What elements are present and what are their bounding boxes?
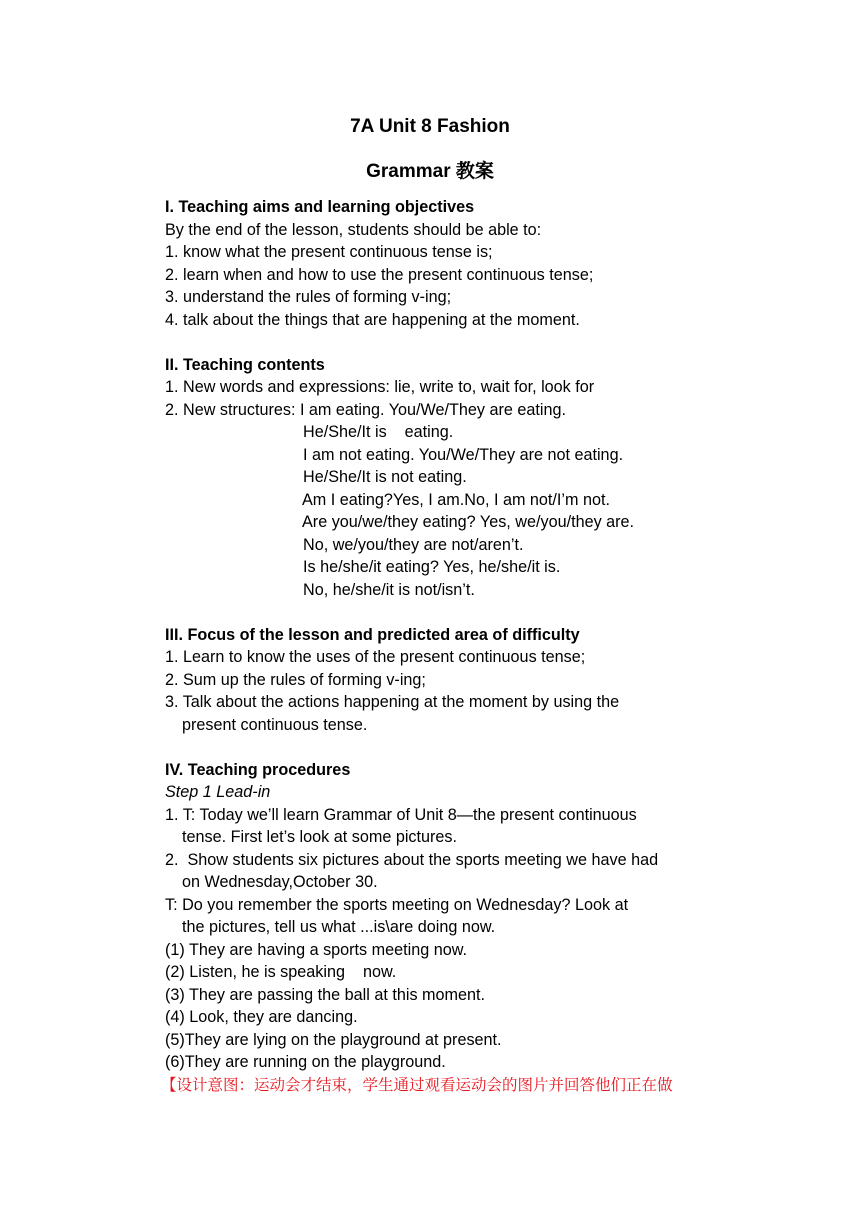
aims-item: 1. know what the present continuous tense is; — [165, 243, 493, 261]
procedure-line: 2. Show students six pictures about the sports meeting we have had — [165, 850, 659, 869]
aims-item: 3. understand the rules of forming v-ing; — [165, 288, 452, 306]
step-heading: Step 1 Lead-in — [165, 783, 271, 801]
aims-intro: By the end of the lesson, students should be able to: — [165, 220, 542, 239]
focus-item: 1. Learn to know the uses of the present continuous tense; — [165, 648, 586, 666]
procedure-line-continued: on Wednesday,October 30. — [182, 873, 378, 891]
structure-line: I am not eating. You/We/They are not eating. — [303, 445, 624, 464]
document-body — [161, 196, 825, 1096]
section-heading-contents: II. Teaching contents — [165, 355, 325, 374]
example-sentence: (5)They are lying on the playground at present. — [165, 1030, 502, 1049]
example-sentence: (3) They are passing the ball at this moment. — [165, 985, 486, 1004]
example-sentence: (1) They are having a sports meeting now. — [165, 940, 468, 959]
aims-item: 2. learn when and how to use the present continuous tense; — [165, 265, 594, 284]
structure-line: He/She/It is not eating. — [303, 468, 467, 486]
design-intent-note: 【设计意图：运动会才结束，学生通过观看运动会的图片并回答他们正在做 — [161, 1075, 673, 1094]
document-title: 7A Unit 8 Fashion — [350, 116, 510, 137]
structure-line: No, we/you/they are not/aren’t. — [303, 535, 524, 554]
example-sentence: (6)They are running on the playground. — [165, 1053, 446, 1071]
example-sentence: (2) Listen, he is speaking now. — [165, 963, 397, 981]
procedure-line: T: Do you remember the sports meeting on Wednesday? Look at — [165, 895, 629, 914]
focus-item-continued: present continuous tense. — [182, 715, 368, 734]
section-heading-focus: III. Focus of the lesson and predicted area of difficulty — [165, 625, 580, 644]
aims-item: 4. talk about the things that are happening at the moment. — [165, 310, 580, 329]
contents-item: 1. New words and expressions: lie, write to, wait for, look for — [165, 378, 595, 396]
focus-item: 3. Talk about the actions happening at the moment by using the — [165, 693, 620, 711]
structure-line: He/She/It is eating. — [303, 423, 454, 441]
structure-line: Am I eating?Yes, I am.No, I am not/I’m not. — [302, 490, 611, 509]
focus-item: 2. Sum up the rules of forming v-ing; — [165, 670, 426, 689]
example-sentence: (4) Look, they are dancing. — [165, 1008, 358, 1026]
procedure-line-continued: tense. First let’s look at some pictures. — [182, 828, 457, 846]
spacer — [165, 601, 825, 624]
procedure-line: 1. T: Today we’ll learn Grammar of Unit 8—the present continuous — [165, 805, 637, 824]
structure-line: Is he/she/it eating? Yes, he/she/it is. — [303, 558, 561, 576]
contents-item: 2. New structures: I am eating. You/We/They are eating. — [165, 400, 567, 419]
spacer — [165, 736, 825, 759]
section-heading-procedures: IV. Teaching procedures — [165, 760, 351, 779]
section-heading-aims: I. Teaching aims and learning objectives — [165, 198, 475, 216]
structure-line: Are you/we/they eating? Yes, we/you/they are. — [302, 513, 635, 531]
document-subtitle: Grammar 教案 — [366, 161, 494, 182]
structure-line: No, he/she/it is not/isn’t. — [303, 580, 475, 599]
procedure-line-continued: the pictures, tell us what ...is\are doing now. — [182, 918, 496, 936]
spacer — [165, 331, 825, 354]
